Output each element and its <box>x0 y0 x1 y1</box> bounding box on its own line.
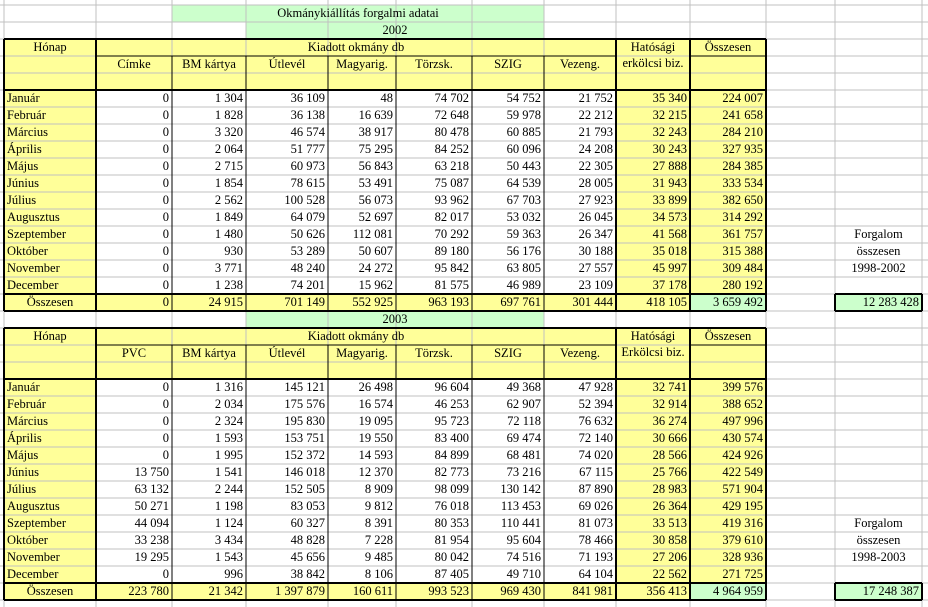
value-cell[interactable]: 280 192 <box>722 278 763 292</box>
value-cell[interactable]: 8 391 <box>364 516 393 530</box>
value-cell[interactable]: 0 <box>162 125 169 139</box>
value-cell[interactable]: 19 550 <box>358 431 393 445</box>
total-cell[interactable]: 969 430 <box>500 584 541 598</box>
value-cell[interactable]: 1 304 <box>214 91 243 105</box>
value-cell[interactable]: 48 240 <box>290 261 325 275</box>
value-cell[interactable]: 46 574 <box>290 125 325 139</box>
side-total-cell[interactable]: 17 248 387 <box>862 584 919 598</box>
value-cell[interactable]: 100 528 <box>284 193 325 207</box>
value-cell[interactable]: 35 340 <box>652 91 687 105</box>
total-cell[interactable]: 697 761 <box>500 295 541 309</box>
value-cell[interactable]: 328 936 <box>722 550 763 564</box>
value-cell[interactable]: 51 777 <box>290 142 325 156</box>
total-cell[interactable]: 356 413 <box>646 584 687 598</box>
header-issued-documents[interactable]: Kiadott okmány db <box>307 40 405 54</box>
value-cell[interactable]: 0 <box>162 91 169 105</box>
value-cell[interactable]: 327 935 <box>722 142 763 156</box>
value-cell[interactable]: 49 710 <box>506 567 541 581</box>
value-cell[interactable]: 82 773 <box>434 465 469 479</box>
header-col[interactable]: Vezeng. <box>560 346 600 360</box>
total-cell[interactable]: 1 397 879 <box>275 584 325 598</box>
header-col[interactable]: SZIG <box>494 57 522 71</box>
value-cell[interactable]: 284 385 <box>722 159 763 173</box>
value-cell[interactable]: 83 053 <box>290 499 325 513</box>
total-cell[interactable]: 3 659 492 <box>713 295 763 309</box>
value-cell[interactable]: 67 703 <box>506 193 541 207</box>
value-cell[interactable]: 53 289 <box>290 244 325 258</box>
value-cell[interactable]: 241 658 <box>722 108 763 122</box>
value-cell[interactable]: 32 741 <box>652 380 687 394</box>
total-cell[interactable]: 160 611 <box>352 584 393 598</box>
value-cell[interactable]: 2 562 <box>214 193 243 207</box>
value-cell[interactable]: 68 481 <box>506 448 541 462</box>
value-cell[interactable]: 0 <box>162 567 169 581</box>
month-cell[interactable]: Március <box>7 125 48 139</box>
value-cell[interactable]: 1 480 <box>214 227 243 241</box>
value-cell[interactable]: 46 989 <box>506 278 541 292</box>
value-cell[interactable]: 87 890 <box>578 482 613 496</box>
month-cell[interactable]: November <box>7 261 60 275</box>
value-cell[interactable]: 13 750 <box>134 465 169 479</box>
value-cell[interactable]: 23 109 <box>578 278 613 292</box>
total-cell[interactable]: 841 981 <box>572 584 613 598</box>
value-cell[interactable]: 96 604 <box>434 380 469 394</box>
header-month[interactable]: Hónap <box>33 329 67 343</box>
value-cell[interactable]: 44 094 <box>134 516 169 530</box>
value-cell[interactable]: 33 238 <box>134 533 169 547</box>
value-cell[interactable]: 98 099 <box>434 482 469 496</box>
value-cell[interactable]: 113 453 <box>500 499 541 513</box>
value-cell[interactable]: 33 513 <box>652 516 687 530</box>
header-col[interactable]: Törzsk. <box>415 346 453 360</box>
header-col[interactable]: Címke <box>117 57 151 71</box>
month-cell[interactable]: Október <box>7 533 48 547</box>
value-cell[interactable]: 60 973 <box>290 159 325 173</box>
value-cell[interactable]: 930 <box>224 244 243 258</box>
value-cell[interactable]: 0 <box>162 193 169 207</box>
value-cell[interactable]: 87 405 <box>434 567 469 581</box>
value-cell[interactable]: 26 364 <box>652 499 687 513</box>
month-cell[interactable]: Július <box>7 482 37 496</box>
value-cell[interactable]: 81 575 <box>434 278 469 292</box>
value-cell[interactable]: 24 272 <box>358 261 393 275</box>
value-cell[interactable]: 27 557 <box>578 261 613 275</box>
value-cell[interactable]: 56 176 <box>506 244 541 258</box>
value-cell[interactable]: 0 <box>162 448 169 462</box>
value-cell[interactable]: 146 018 <box>284 465 325 479</box>
value-cell[interactable]: 1 124 <box>214 516 243 530</box>
month-cell[interactable]: Június <box>7 176 39 190</box>
value-cell[interactable]: 996 <box>224 567 243 581</box>
month-cell[interactable]: Szeptember <box>7 516 67 530</box>
value-cell[interactable]: 50 607 <box>358 244 393 258</box>
value-cell[interactable]: 175 576 <box>284 397 325 411</box>
value-cell[interactable]: 399 576 <box>722 380 763 394</box>
value-cell[interactable]: 315 388 <box>722 244 763 258</box>
value-cell[interactable]: 48 <box>380 91 393 105</box>
side-label[interactable]: Forgalom <box>854 227 903 241</box>
value-cell[interactable]: 1 593 <box>214 431 243 445</box>
value-cell[interactable]: 60 096 <box>506 142 541 156</box>
value-cell[interactable]: 64 539 <box>506 176 541 190</box>
value-cell[interactable]: 7 228 <box>364 533 393 547</box>
value-cell[interactable]: 333 534 <box>722 176 763 190</box>
value-cell[interactable]: 314 292 <box>722 210 763 224</box>
value-cell[interactable]: 32 914 <box>652 397 687 411</box>
value-cell[interactable]: 0 <box>162 159 169 173</box>
value-cell[interactable]: 2 715 <box>214 159 243 173</box>
header-authority-certificate[interactable]: Hatósági erkölcsi biz. <box>622 40 684 70</box>
value-cell[interactable]: 382 650 <box>722 193 763 207</box>
month-cell[interactable]: Január <box>7 380 40 394</box>
value-cell[interactable]: 26 498 <box>358 380 393 394</box>
value-cell[interactable]: 1 543 <box>214 550 243 564</box>
value-cell[interactable]: 93 962 <box>434 193 469 207</box>
value-cell[interactable]: 72 118 <box>507 414 541 428</box>
month-cell[interactable]: Május <box>7 159 39 173</box>
value-cell[interactable]: 54 752 <box>506 91 541 105</box>
value-cell[interactable]: 52 394 <box>578 397 613 411</box>
header-col[interactable]: Útlevél <box>268 346 306 360</box>
total-cell[interactable]: 223 780 <box>128 584 169 598</box>
value-cell[interactable]: 80 353 <box>434 516 469 530</box>
value-cell[interactable]: 75 087 <box>434 176 469 190</box>
value-cell[interactable]: 153 751 <box>284 431 325 445</box>
value-cell[interactable]: 152 505 <box>284 482 325 496</box>
value-cell[interactable]: 0 <box>162 431 169 445</box>
value-cell[interactable]: 3 771 <box>214 261 243 275</box>
value-cell[interactable]: 81 073 <box>578 516 613 530</box>
value-cell[interactable]: 75 295 <box>358 142 393 156</box>
header-col[interactable]: Magyarig. <box>336 57 388 71</box>
value-cell[interactable]: 53 032 <box>506 210 541 224</box>
value-cell[interactable]: 74 516 <box>506 550 541 564</box>
value-cell[interactable]: 419 316 <box>722 516 763 530</box>
value-cell[interactable]: 195 830 <box>284 414 325 428</box>
header-col[interactable]: Törzsk. <box>415 57 453 71</box>
value-cell[interactable]: 0 <box>162 142 169 156</box>
header-col[interactable]: Magyarig. <box>336 346 388 360</box>
value-cell[interactable]: 33 899 <box>652 193 687 207</box>
value-cell[interactable]: 37 178 <box>652 278 687 292</box>
value-cell[interactable]: 2 324 <box>214 414 243 428</box>
year-label[interactable]: 2003 <box>382 312 408 326</box>
value-cell[interactable]: 50 271 <box>134 499 169 513</box>
side-label[interactable]: Forgalom <box>854 516 903 530</box>
value-cell[interactable]: 81 954 <box>434 533 469 547</box>
value-cell[interactable]: 70 292 <box>434 227 469 241</box>
value-cell[interactable]: 379 610 <box>722 533 763 547</box>
value-cell[interactable]: 78 466 <box>578 533 613 547</box>
value-cell[interactable]: 21 752 <box>578 91 613 105</box>
value-cell[interactable]: 69 474 <box>506 431 541 445</box>
value-cell[interactable]: 83 400 <box>434 431 469 445</box>
value-cell[interactable]: 45 656 <box>290 550 325 564</box>
value-cell[interactable]: 32 215 <box>652 108 687 122</box>
value-cell[interactable]: 152 372 <box>284 448 325 462</box>
value-cell[interactable]: 0 <box>162 380 169 394</box>
value-cell[interactable]: 63 132 <box>134 482 169 496</box>
value-cell[interactable]: 63 805 <box>506 261 541 275</box>
value-cell[interactable]: 84 899 <box>434 448 469 462</box>
header-col[interactable]: Útlevél <box>268 57 306 71</box>
month-cell[interactable]: Augusztus <box>7 499 60 513</box>
side-label[interactable]: 1998-2003 <box>851 550 906 564</box>
value-cell[interactable]: 64 079 <box>290 210 325 224</box>
value-cell[interactable]: 47 928 <box>578 380 613 394</box>
value-cell[interactable]: 49 368 <box>506 380 541 394</box>
value-cell[interactable]: 0 <box>162 108 169 122</box>
value-cell[interactable]: 36 274 <box>652 414 687 428</box>
value-cell[interactable]: 46 253 <box>434 397 469 411</box>
total-cell[interactable]: 21 342 <box>208 584 243 598</box>
value-cell[interactable]: 15 962 <box>358 278 393 292</box>
value-cell[interactable]: 3 434 <box>214 533 243 547</box>
value-cell[interactable]: 76 018 <box>434 499 469 513</box>
total-cell[interactable]: 301 444 <box>572 295 613 309</box>
value-cell[interactable]: 24 208 <box>578 142 613 156</box>
total-cell[interactable]: 24 915 <box>208 295 243 309</box>
value-cell[interactable]: 36 109 <box>290 91 325 105</box>
value-cell[interactable]: 53 491 <box>358 176 393 190</box>
value-cell[interactable]: 1 238 <box>214 278 243 292</box>
value-cell[interactable]: 26 045 <box>578 210 613 224</box>
value-cell[interactable]: 74 201 <box>290 278 325 292</box>
value-cell[interactable]: 0 <box>162 210 169 224</box>
value-cell[interactable]: 30 666 <box>652 431 687 445</box>
value-cell[interactable]: 0 <box>162 227 169 241</box>
value-cell[interactable]: 1 198 <box>214 499 243 513</box>
value-cell[interactable]: 1 849 <box>214 210 243 224</box>
total-cell[interactable]: 963 193 <box>428 295 469 309</box>
value-cell[interactable]: 89 180 <box>434 244 469 258</box>
value-cell[interactable]: 9 812 <box>364 499 393 513</box>
value-cell[interactable]: 26 347 <box>578 227 613 241</box>
value-cell[interactable]: 76 632 <box>578 414 613 428</box>
total-cell[interactable]: 993 523 <box>428 584 469 598</box>
value-cell[interactable]: 59 363 <box>506 227 541 241</box>
value-cell[interactable]: 1 828 <box>214 108 243 122</box>
value-cell[interactable]: 422 549 <box>722 465 763 479</box>
value-cell[interactable]: 22 562 <box>652 567 687 581</box>
value-cell[interactable]: 36 138 <box>290 108 325 122</box>
month-cell[interactable]: December <box>7 567 59 581</box>
header-col[interactable]: SZIG <box>494 346 522 360</box>
value-cell[interactable]: 284 210 <box>722 125 763 139</box>
value-cell[interactable]: 497 996 <box>722 414 763 428</box>
total-cell[interactable]: 418 105 <box>646 295 687 309</box>
value-cell[interactable]: 74 702 <box>434 91 469 105</box>
value-cell[interactable]: 22 305 <box>578 159 613 173</box>
value-cell[interactable]: 145 121 <box>284 380 325 394</box>
value-cell[interactable]: 12 370 <box>358 465 393 479</box>
value-cell[interactable]: 48 828 <box>290 533 325 547</box>
value-cell[interactable]: 3 320 <box>214 125 243 139</box>
value-cell[interactable]: 30 243 <box>652 142 687 156</box>
value-cell[interactable]: 429 195 <box>722 499 763 513</box>
value-cell[interactable]: 32 243 <box>652 125 687 139</box>
value-cell[interactable]: 52 697 <box>358 210 393 224</box>
value-cell[interactable]: 2 064 <box>214 142 243 156</box>
month-cell[interactable]: November <box>7 550 60 564</box>
month-cell[interactable]: Április <box>7 142 42 156</box>
month-cell[interactable]: Április <box>7 431 42 445</box>
month-cell[interactable]: Február <box>7 108 46 122</box>
value-cell[interactable]: 95 723 <box>434 414 469 428</box>
value-cell[interactable]: 95 842 <box>434 261 469 275</box>
value-cell[interactable]: 424 926 <box>722 448 763 462</box>
value-cell[interactable]: 84 252 <box>434 142 469 156</box>
value-cell[interactable]: 28 005 <box>578 176 613 190</box>
value-cell[interactable]: 30 858 <box>652 533 687 547</box>
value-cell[interactable]: 112 081 <box>352 227 393 241</box>
value-cell[interactable]: 110 441 <box>500 516 541 530</box>
value-cell[interactable]: 34 573 <box>652 210 687 224</box>
value-cell[interactable]: 80 042 <box>434 550 469 564</box>
value-cell[interactable]: 35 018 <box>652 244 687 258</box>
total-label[interactable]: Összesen <box>26 584 74 598</box>
header-month[interactable]: Hónap <box>33 40 67 54</box>
value-cell[interactable]: 59 978 <box>506 108 541 122</box>
value-cell[interactable]: 224 007 <box>722 91 763 105</box>
value-cell[interactable]: 130 142 <box>500 482 541 496</box>
value-cell[interactable]: 571 904 <box>722 482 763 496</box>
value-cell[interactable]: 72 140 <box>578 431 613 445</box>
value-cell[interactable]: 63 218 <box>434 159 469 173</box>
value-cell[interactable]: 19 095 <box>358 414 393 428</box>
value-cell[interactable]: 8 106 <box>364 567 393 581</box>
value-cell[interactable]: 74 020 <box>578 448 613 462</box>
value-cell[interactable]: 50 443 <box>506 159 541 173</box>
value-cell[interactable]: 9 485 <box>364 550 393 564</box>
month-cell[interactable]: Május <box>7 448 39 462</box>
value-cell[interactable]: 56 073 <box>358 193 393 207</box>
side-label[interactable]: 1998-2002 <box>851 261 906 275</box>
value-cell[interactable]: 16 639 <box>358 108 393 122</box>
value-cell[interactable]: 14 593 <box>358 448 393 462</box>
total-cell[interactable]: 552 925 <box>352 295 393 309</box>
value-cell[interactable]: 25 766 <box>652 465 687 479</box>
value-cell[interactable]: 2 244 <box>214 482 243 496</box>
total-label[interactable]: Összesen <box>26 295 74 309</box>
month-cell[interactable]: Január <box>7 91 40 105</box>
total-cell[interactable]: 4 964 959 <box>713 584 763 598</box>
value-cell[interactable]: 60 885 <box>506 125 541 139</box>
value-cell[interactable]: 19 295 <box>134 550 169 564</box>
value-cell[interactable]: 1 854 <box>214 176 243 190</box>
month-cell[interactable]: December <box>7 278 59 292</box>
value-cell[interactable]: 50 626 <box>290 227 325 241</box>
year-label[interactable]: 2002 <box>382 23 408 37</box>
value-cell[interactable]: 1 995 <box>214 448 243 462</box>
month-cell[interactable]: Október <box>7 244 48 258</box>
value-cell[interactable]: 78 615 <box>290 176 325 190</box>
value-cell[interactable]: 30 188 <box>578 244 613 258</box>
value-cell[interactable]: 38 842 <box>290 567 325 581</box>
value-cell[interactable]: 388 652 <box>722 397 763 411</box>
value-cell[interactable]: 1 316 <box>214 380 243 394</box>
header-col[interactable]: PVC <box>121 346 147 360</box>
month-cell[interactable]: Június <box>7 465 39 479</box>
value-cell[interactable]: 95 604 <box>506 533 541 547</box>
value-cell[interactable]: 80 478 <box>434 125 469 139</box>
value-cell[interactable]: 72 648 <box>434 108 469 122</box>
value-cell[interactable]: 271 725 <box>722 567 763 581</box>
month-cell[interactable]: Július <box>7 193 37 207</box>
value-cell[interactable]: 27 923 <box>578 193 613 207</box>
side-label[interactable]: összesen <box>856 533 901 547</box>
value-cell[interactable]: 0 <box>162 414 169 428</box>
header-issued-documents[interactable]: Kiadott okmány db <box>307 329 405 343</box>
month-cell[interactable]: Március <box>7 414 48 428</box>
month-cell[interactable]: Február <box>7 397 46 411</box>
value-cell[interactable]: 0 <box>162 261 169 275</box>
value-cell[interactable]: 31 943 <box>652 176 687 190</box>
value-cell[interactable]: 82 017 <box>434 210 469 224</box>
header-total[interactable]: Összesen <box>704 40 752 54</box>
value-cell[interactable]: 0 <box>162 244 169 258</box>
month-cell[interactable]: Augusztus <box>7 210 60 224</box>
header-col[interactable]: Vezeng. <box>560 57 600 71</box>
header-col[interactable]: BM kártya <box>182 346 236 360</box>
value-cell[interactable]: 60 327 <box>290 516 325 530</box>
value-cell[interactable]: 16 574 <box>358 397 393 411</box>
header-col[interactable]: BM kártya <box>182 57 236 71</box>
side-label[interactable]: összesen <box>856 244 901 258</box>
value-cell[interactable]: 8 909 <box>364 482 393 496</box>
value-cell[interactable]: 430 574 <box>722 431 763 445</box>
value-cell[interactable]: 21 793 <box>578 125 613 139</box>
value-cell[interactable]: 41 568 <box>652 227 687 241</box>
value-cell[interactable]: 0 <box>162 397 169 411</box>
header-total[interactable]: Összesen <box>704 329 752 343</box>
value-cell[interactable]: 67 115 <box>579 465 613 479</box>
value-cell[interactable]: 0 <box>162 278 169 292</box>
value-cell[interactable]: 27 888 <box>652 159 687 173</box>
value-cell[interactable]: 28 983 <box>652 482 687 496</box>
value-cell[interactable]: 71 193 <box>578 550 613 564</box>
sheet-title[interactable]: Okmánykiállítás forgalmi adatai <box>277 6 439 20</box>
side-total-cell[interactable]: 12 283 428 <box>862 295 919 309</box>
value-cell[interactable]: 73 216 <box>506 465 541 479</box>
value-cell[interactable]: 56 843 <box>358 159 393 173</box>
total-cell[interactable]: 701 149 <box>284 295 325 309</box>
value-cell[interactable]: 62 907 <box>506 397 541 411</box>
value-cell[interactable]: 69 026 <box>578 499 613 513</box>
value-cell[interactable]: 2 034 <box>214 397 243 411</box>
value-cell[interactable]: 64 104 <box>578 567 613 581</box>
value-cell[interactable]: 309 484 <box>722 261 763 275</box>
value-cell[interactable]: 27 206 <box>652 550 687 564</box>
value-cell[interactable]: 1 541 <box>214 465 243 479</box>
value-cell[interactable]: 38 917 <box>358 125 393 139</box>
value-cell[interactable]: 28 566 <box>652 448 687 462</box>
value-cell[interactable]: 22 212 <box>578 108 613 122</box>
value-cell[interactable]: 45 997 <box>652 261 687 275</box>
month-cell[interactable]: Szeptember <box>7 227 67 241</box>
total-cell[interactable]: 0 <box>162 295 169 309</box>
value-cell[interactable]: 0 <box>162 176 169 190</box>
value-cell[interactable]: 361 757 <box>722 227 763 241</box>
header-authority-certificate[interactable]: Hatósági Erkölcsi biz. <box>621 329 685 359</box>
